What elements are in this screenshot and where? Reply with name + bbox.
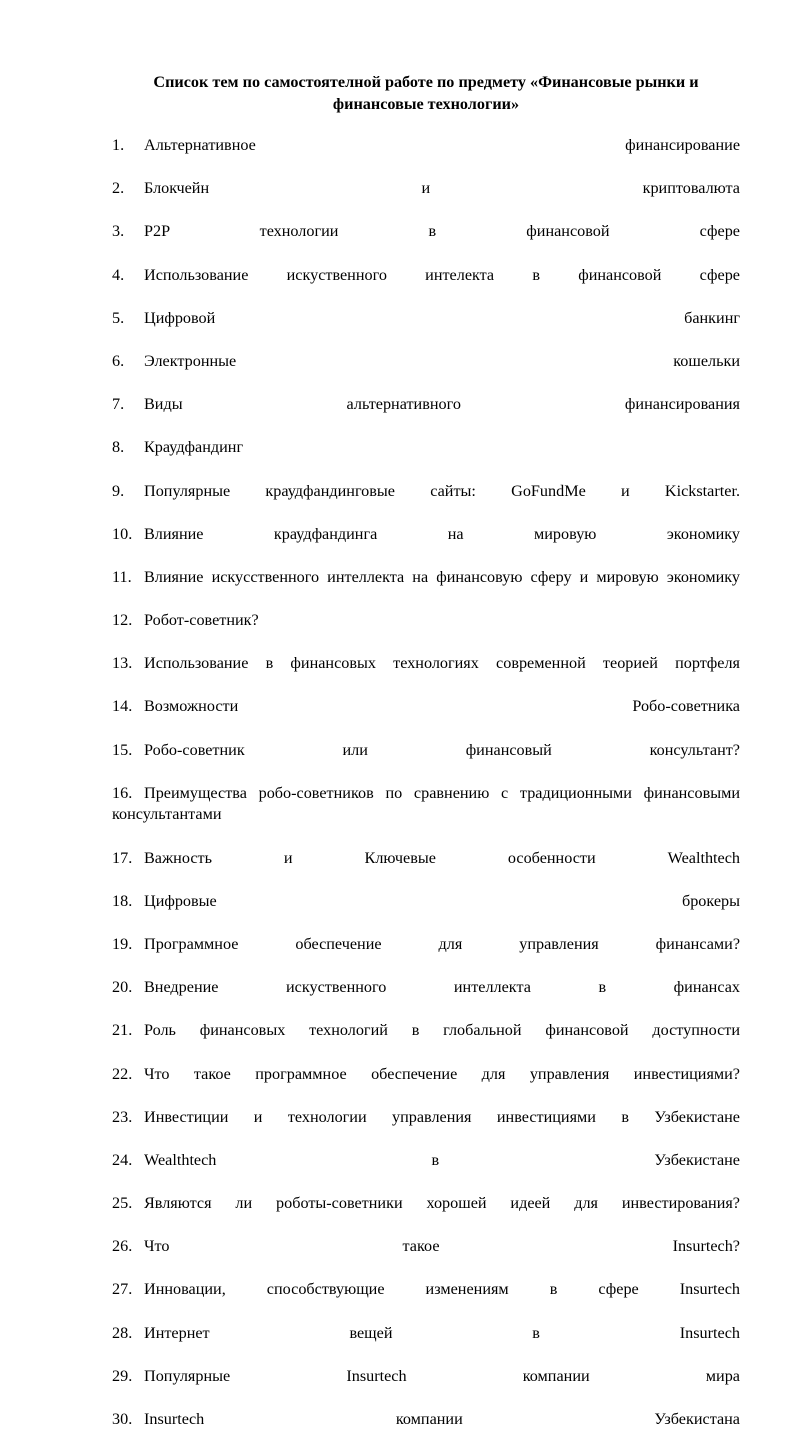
topic-label: Виды альтернативного финансирования [144,395,740,414]
topic-label: P2P технологии в финансовой сфере [144,222,740,241]
topic-number: 8. [112,438,125,457]
topic-list-item [112,394,740,437]
document-content [112,72,740,1452]
topic-number: 7. [112,395,125,414]
topic-number: 1. [112,136,125,154]
topic-label: Инвестиции и технологии управления инвестициями в Узбекистане [144,1107,740,1126]
topic-label: Электронные кошельки [144,351,740,370]
topic-number: 20. [112,978,133,997]
topic-list-item [112,934,740,977]
topic-label: Insurtech компании Узбекистана [144,1410,740,1429]
topic-number: 9. [112,481,125,500]
topic-label: Цифровой банкинг [144,308,740,327]
topic-list-item [112,1409,740,1452]
topic-label: Что такое программное обеспечение для управления инвестициями? [144,1064,740,1083]
topic-label: Цифровые брокеры [144,891,740,910]
topic-number: 6. [112,351,125,370]
topic-number: 29. [112,1366,133,1385]
topic-list-item [112,308,740,351]
topic-list-item [112,221,740,264]
topic-label: Внедрение искуственного интеллекта в финансах [144,978,740,997]
topic-number: 5. [112,308,125,327]
topic-list-item [112,567,740,610]
topic-list-item [112,1279,740,1322]
topic-number: 27. [112,1280,133,1299]
topic-list-item [112,1366,740,1409]
topic-label: Инновации, способствующие изменениям в сфере Insurtech [144,1280,740,1299]
topic-number: 14. [112,697,133,716]
topic-label: Влияние краудфандинга на мировую экономику [144,524,740,543]
topic-list-item [112,977,740,1020]
topic-list-item [112,135,740,178]
topic-number: 19. [112,934,133,953]
topic-list-item [112,1193,740,1236]
topic-number: 28. [112,1323,133,1342]
topic-list-item [112,1020,740,1063]
topic-label: Что такое Insurtech? [144,1237,740,1256]
topic-list-item [112,610,740,653]
topic-list-item [112,1236,740,1279]
topic-label: Преимущества робо-советников по сравнению с традиционными финансовыми консультантами [112,783,740,824]
topic-list-item [112,1107,740,1150]
topic-number: 21. [112,1021,133,1040]
topic-list-item [112,351,740,394]
topic-list-item [112,265,740,308]
page-title [112,72,740,115]
topic-number: 26. [112,1237,133,1256]
topic-label: Важность и Ключевые особенности Wealthtech [144,848,740,867]
topic-list-item [112,1323,740,1366]
topic-number: 12. [112,611,133,630]
topic-number: 16. [112,783,133,802]
topic-number: 2. [112,179,125,198]
topic-list-item [112,848,740,891]
topic-number: 22. [112,1064,133,1083]
topic-number: 25. [112,1194,133,1213]
topic-label: Блокчейн и криптовалюта [144,179,740,198]
topic-label: Влияние искусственного интеллекта на финансовую сферу и мировую экономику [144,567,740,586]
topic-number: 23. [112,1107,133,1126]
topic-label: Роль финансовых технологий в глобальной финансовой доступности [144,1021,740,1040]
topic-label: Альтернативное финансирование [144,136,740,154]
topic-label: Возможности Робо-советника [144,697,740,716]
topic-number: 13. [112,654,133,673]
topic-label: Интернет вещей в Insurtech [144,1323,740,1342]
topic-list-item [112,696,740,739]
topic-list-item [112,1150,740,1193]
topic-number: 17. [112,848,133,867]
topic-label: Wealthtech в Узбекистане [144,1150,740,1169]
topic-list-item [112,1064,740,1107]
topic-number: 11. [112,567,132,586]
topic-list [112,135,740,1452]
topic-list-item [112,891,740,934]
topic-label: Робот-советник? [144,611,259,630]
topic-label: Использование искуственного интелекта в финансовой сфере [144,265,740,284]
topic-list-item [112,481,740,524]
topic-number: 24. [112,1150,133,1169]
topic-label: Краудфандинг [144,438,244,457]
topic-list-item [112,653,740,696]
page-title-line-1: Список тем по самостоятелной работе по предмету «Финансовые рынки [153,73,686,91]
topic-label: Популярные краудфандинговые сайты: GoFundMe и Kickstarter. [144,481,740,500]
topic-label: Являются ли роботы-советники хорошей идеей для инвестирования? [144,1194,740,1213]
topic-list-item [112,437,740,480]
topic-list-item [112,524,740,567]
topic-label: Робо-советник или финансовый консультант? [144,740,740,759]
topic-number: 30. [112,1410,133,1429]
topic-number: 3. [112,222,125,241]
topic-list-item [112,740,740,783]
page-title-line-2: и финансовые технологии» [332,73,699,113]
topic-number: 4. [112,265,125,284]
topic-list-item [112,783,740,848]
topic-label: Популярные Insurtech компании мира [144,1366,740,1385]
topic-number: 10. [112,524,133,543]
topic-number: 18. [112,891,133,910]
topic-label: Программное обеспечение для управления финансами? [144,934,740,953]
topic-list-item [112,178,740,221]
topic-number: 15. [112,740,133,759]
topic-label: Использование в финансовых технологиях современной теорией портфеля [144,654,740,673]
